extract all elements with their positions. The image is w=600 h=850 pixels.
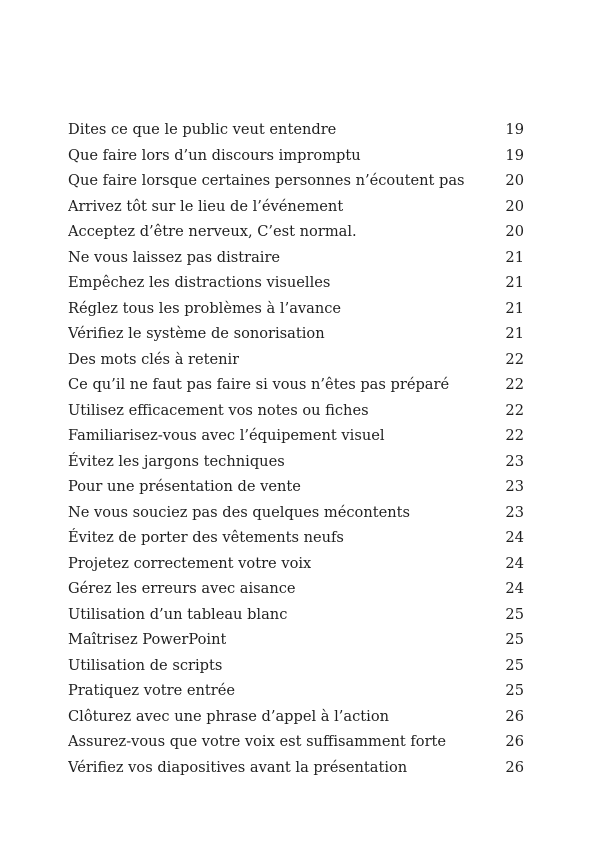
toc-entry-title: Ce qu’il ne faut pas faire si vous n’êtes pas préparé xyxy=(68,376,450,393)
toc-entry-title: Des mots clés à retenir xyxy=(68,350,240,368)
toc-entry-page: 19 xyxy=(505,121,524,138)
toc-entry-page: 22 xyxy=(505,350,524,368)
toc-entry-title: Maîtrisez PowerPoint xyxy=(68,631,227,648)
toc-entry-page: 23 xyxy=(505,478,524,495)
toc-entry-page: 25 xyxy=(505,656,524,674)
toc-entry xyxy=(68,525,524,551)
toc-entry-page: 25 xyxy=(505,631,524,648)
toc-entry-page: 20 xyxy=(505,223,524,240)
toc-entry-page: 21 xyxy=(505,274,524,291)
toc-entry-title: Utilisation de scripts xyxy=(68,656,223,674)
toc-entry xyxy=(68,270,524,296)
toc-entry-page: 24 xyxy=(505,554,524,572)
toc-entry xyxy=(68,678,524,704)
toc-entry-title: Assurez-vous que votre voix est suffisamment forte xyxy=(68,733,447,750)
toc-entry xyxy=(68,729,524,755)
toc-entry-page: 26 xyxy=(505,758,524,776)
toc-entry xyxy=(68,168,524,194)
toc-entry xyxy=(68,321,524,347)
toc-entry-page: 24 xyxy=(505,529,524,546)
toc-entry-title: Que faire lors d’un discours impromptu xyxy=(68,146,361,164)
toc-entry-page: 20 xyxy=(505,197,524,215)
toc-entry-page: 24 xyxy=(505,580,524,597)
toc-entry xyxy=(68,602,524,628)
toc-entry-page: 21 xyxy=(505,325,524,342)
toc-entry xyxy=(68,627,524,653)
toc-entry xyxy=(68,576,524,602)
toc-entry-page: 25 xyxy=(505,682,524,699)
toc-entry xyxy=(68,372,524,398)
toc-entry-page: 23 xyxy=(505,452,524,470)
toc-entry-title: Évitez de porter des vêtements neufs xyxy=(68,529,344,546)
toc-entry xyxy=(68,474,524,500)
toc-entry-page: 21 xyxy=(505,248,524,266)
toc-entry-title: Pour une présentation de vente xyxy=(68,478,301,495)
toc-entry-title: Ne vous laissez pas distraire xyxy=(68,248,281,266)
toc-entry-page: 26 xyxy=(505,707,524,725)
toc-entry xyxy=(68,296,524,322)
toc-entry xyxy=(68,755,524,781)
toc-entry-title: Empêchez les distractions visuelles xyxy=(68,274,331,291)
toc-entry-title: Ne vous souciez pas des quelques mécontents xyxy=(68,503,410,521)
toc-entry xyxy=(68,449,524,475)
toc-entry-title: Utilisez efficacement vos notes ou fiches xyxy=(68,401,369,419)
toc-entry-title: Gérez les erreurs avec aisance xyxy=(68,580,296,597)
toc-entry-page: 22 xyxy=(505,427,524,444)
toc-entry xyxy=(68,143,524,169)
toc-entry-title: Acceptez d’être nerveux, C’est normal. xyxy=(68,223,357,240)
toc-entry-title: Familiarisez-vous avec l’équipement visuel xyxy=(68,427,385,444)
toc-entry xyxy=(68,194,524,220)
toc-entry-page: 20 xyxy=(505,172,524,189)
toc-entry-title: Évitez les jargons techniques xyxy=(68,452,285,470)
toc-entry-title: Vérifiez le système de sonorisation xyxy=(68,325,325,342)
toc-entry-title: Que faire lorsque certaines personnes n’écoutent pas xyxy=(68,172,465,189)
toc-entry-page: 22 xyxy=(505,376,524,393)
toc-entry-page: 25 xyxy=(505,605,524,623)
toc-entry xyxy=(68,423,524,449)
toc-entry xyxy=(68,245,524,271)
toc-entry-page: 19 xyxy=(505,146,524,164)
table-of-contents xyxy=(68,117,524,780)
toc-entry-title: Arrivez tôt sur le lieu de l’événement xyxy=(68,197,344,215)
toc-entry xyxy=(68,347,524,373)
toc-entry-page: 23 xyxy=(505,503,524,521)
toc-entry xyxy=(68,704,524,730)
toc-entry xyxy=(68,551,524,577)
toc-entry-title: Utilisation d’un tableau blanc xyxy=(68,605,288,623)
toc-entry-page: 26 xyxy=(505,733,524,750)
toc-entry-title: Pratiquez votre entrée xyxy=(68,682,236,699)
toc-entry-page: 21 xyxy=(505,299,524,317)
toc-entry-title: Réglez tous les problèmes à l’avance xyxy=(68,299,342,317)
toc-entry-page: 22 xyxy=(505,401,524,419)
toc-entry xyxy=(68,219,524,245)
toc-entry xyxy=(68,653,524,679)
toc-entry xyxy=(68,500,524,526)
toc-entry-title: Clôturez avec une phrase d’appel à l’action xyxy=(68,707,390,725)
toc-entry-title: Vérifiez vos diapositives avant la présentation xyxy=(68,758,408,776)
toc-entry-title: Dites ce que le public veut entendre xyxy=(68,121,337,138)
toc-entry xyxy=(68,117,524,143)
toc-entry xyxy=(68,398,524,424)
toc-entry-title: Projetez correctement votre voix xyxy=(68,554,312,572)
